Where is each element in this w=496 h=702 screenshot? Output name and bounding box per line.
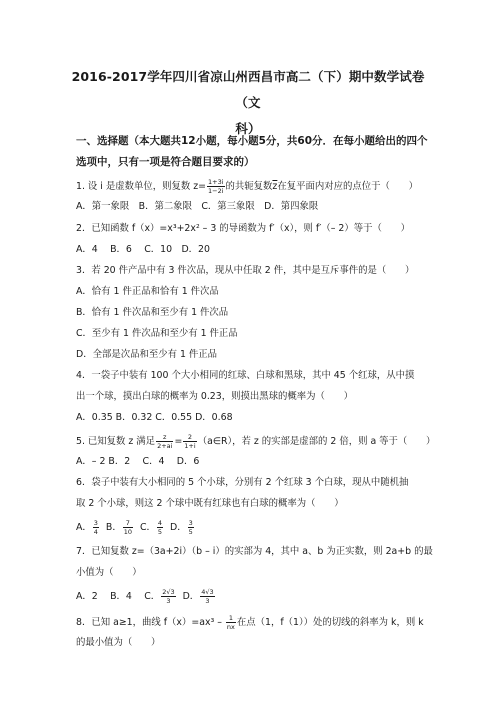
q5-fraction-2: $\frac{2}{1+i}$ [184,433,196,450]
question-3-option-d: D．全部是次品和至少有 1 件正品 [76,349,218,360]
q1-fraction: $\frac{1+3i}{1-2i}$ [208,178,224,195]
q6-option-b-fraction: $\frac{7}{10}$ [123,519,132,536]
conjugate-z: $\overline{z}$ [272,181,278,192]
question-2-stem: 2．已知函数 f（x）=x³+2x² – 3 的导函数为 f′（x），则 f′（– 2）等于（ ） [76,223,410,234]
question-8-line-2: 的最小值为（ ） [76,637,161,648]
q8-fraction: $\frac{1}{nx}$ [226,614,235,631]
question-3-option-c: C．至少有 1 件次品和至少有 1 件正品 [76,328,238,339]
title-line-2: 科） [235,121,261,136]
q6-option-c-fraction: $\frac{4}{5}$ [157,519,163,536]
question-3-option-b: B．恰有 1 件次品和至少有 1 件次品 [76,307,229,318]
question-1-stem: 1. 设 i 是虚数单位，则复数 z= $\frac{1+3i}{1-2i}$ 的共轭复数$\overline{z}$在复平面内对应的点位于（ ） [76,178,418,195]
question-2-options: A．4 B．6 C．10 D．20 [76,244,210,255]
question-4-line-1: 4．一袋子中装有 100 个大小相同的红球、白球和黑球，其中 45 个红球，从中摸 [76,370,415,381]
question-7-line-1: 7．已知复数 z=（3a+2i）（b – i）的实部为 4，其中 a、b 为正实数，则 2a+b 的最 [76,546,433,557]
question-1-options: A．第一象限 B．第二象限 C．第三象限 D．第四象限 [76,201,319,212]
section-heading-line-1: 一、选择题（本大题共12小题，每小题5分，共60分．在每小题给出的四个 [76,135,428,147]
q6-option-d-fraction: $\frac{3}{5}$ [188,519,193,536]
question-6-line-2: 取 2 个小球，则这 2 个球中既有红球也有白球的概率为（ ） [76,498,344,509]
question-6-options: A． $\frac{3}{4}$ B． $\frac{7}{10}$ C． $\frac{4}{5}$ D． $\frac{3}{5}$ [76,519,193,536]
question-5-stem-text: 5. 已知复数 z 满足 $\frac{z}{2+ai}$ = $\frac{2}{1+i}$ （a∈R），若 z 的实部是虚部的 2 倍，则 a 等于（ ） [76,433,436,450]
question-4-line-2: 出一个球，摸出白球的概率为 0.23，则摸出黑球的概率为（ ） [76,391,353,402]
title-line-1: 2016-2017学年四川省凉山州西昌市高二（下）期中数学试卷（文 [71,69,425,110]
section-heading-line-2: 选项中，只有一项是符合题目要求的） [76,156,255,168]
q5-fraction-1: $\frac{z}{2+ai}$ [157,433,173,450]
q7-option-d-fraction: $\frac{4√3}{3}$ [201,588,214,605]
question-4-options: A．0.35 B．0.32 C．0.55 D．0.68 [76,412,233,423]
question-5-options: A．– 2 B．2 C．4 D．6 [76,456,200,467]
question-7-options: A．2 B．4 C． $\frac{2√3}{3}$ D． $\frac{4√3}{3}$ [76,588,214,605]
question-8-line-1: 8．已知 a≥1，曲线 f（x）=ax³ – $\frac{1}{nx}$ 在点（1，f（1））处的切线的斜率为 k，则 k [76,614,424,631]
q6-option-a-fraction: $\frac{3}{4}$ [93,519,98,536]
q7-option-c-fraction: $\frac{2√3}{3}$ [162,588,175,605]
question-7-line-2: 小值为（ ） [76,567,142,578]
question-3-stem: 3．若 20 件产品中有 3 件次品，现从中任取 2 件，其中是互斥事件的是（ ） [76,265,415,276]
section-heading [76,131,436,173]
question-3-option-a: A．恰有 1 件正品和恰有 1 件次品 [76,286,219,297]
question-6-line-1: 6．袋子中装有大小相同的 5 个小球，分别有 2 个红球 3 个白球，现从中随机抽 [76,477,409,488]
